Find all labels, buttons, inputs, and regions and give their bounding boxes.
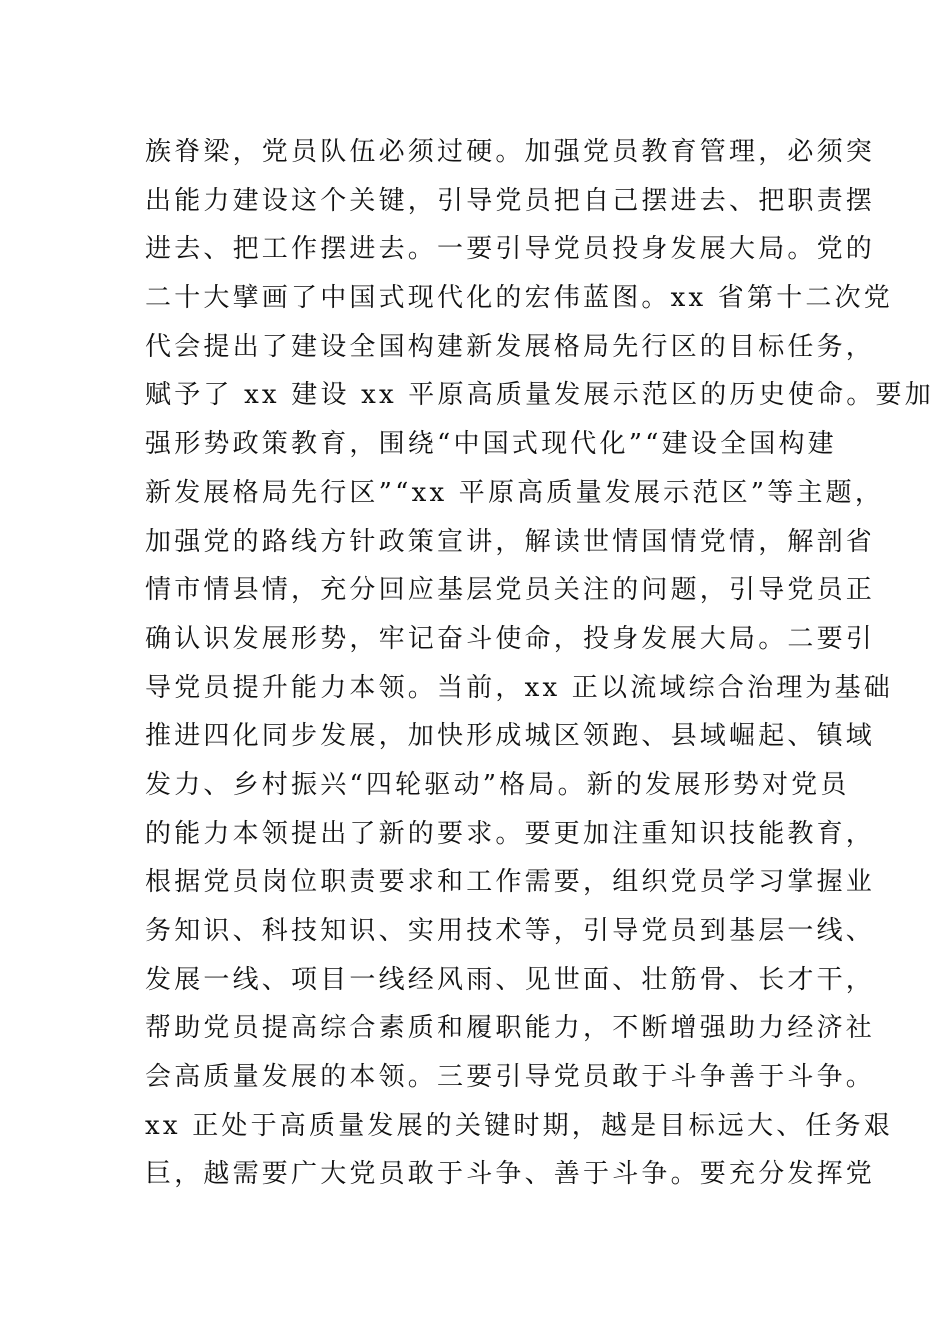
text-line: 族脊梁，党员队伍必须过硬。加强党员教育管理，必须突 <box>145 137 876 167</box>
text-line: 强形势政策教育，围绕“中国式现代化”“建设全国构建 <box>145 429 837 460</box>
text-line: 加强党的路线方针政策宣讲，解读世情国情党情，解剖省 <box>145 526 876 557</box>
text-line: 出能力建设这个关键，引导党员把自己摆进去、把职责摆 <box>145 185 876 216</box>
text-line: 会高质量发展的本领。三要引导党员敢于斗争善于斗争。 <box>145 1062 876 1093</box>
body-text <box>145 128 934 1199</box>
text-line: 根据党员岗位职责要求和工作需要，组织党员学习掌握业 <box>145 867 876 898</box>
text-line: xx 正处于高质量发展的关键时期，越是目标远大、任务艰 <box>145 1110 893 1141</box>
text-line: 情市情县情，充分回应基层党员关注的问题，引导党员正 <box>145 575 876 606</box>
text-line: 新发展格局先行区”“xx 平原高质量发展示范区”等主题， <box>145 477 885 508</box>
text-line: 推进四化同步发展，加快形成城区领跑、县域崛起、镇域 <box>145 721 876 752</box>
text-line: 进去、把工作摆进去。一要引导党员投身发展大局。党的 <box>145 234 876 265</box>
text-line: 发展一线、项目一线经风雨、见世面、壮筋骨、长才干， <box>145 964 876 995</box>
text-line: 的能力本领提出了新的要求。要更加注重知识技能教育， <box>145 818 876 849</box>
text-line: 发力、乡村振兴“四轮驱动”格局。新的发展形势对党员 <box>145 769 850 800</box>
text-line: 二十大擘画了中国式现代化的宏伟蓝图。xx 省第十二次党 <box>145 283 893 314</box>
text-line: 务知识、科技知识、实用技术等，引导党员到基层一线、 <box>145 916 876 946</box>
text-line: 导党员提升能力本领。当前，xx 正以流域综合治理为基础 <box>145 672 893 703</box>
text-line: 帮助党员提高综合素质和履职能力，不断增强助力经济社 <box>145 1013 876 1044</box>
text-line: 巨，越需要广大党员敢于斗争、善于斗争。要充分发挥党 <box>145 1159 876 1190</box>
text-line: 赋予了 xx 建设 xx 平原高质量发展示范区的历史使命。要加 <box>145 380 934 411</box>
text-line: 代会提出了建设全国构建新发展格局先行区的目标任务， <box>145 331 876 362</box>
text-line: 确认识发展形势，牢记奋斗使命，投身发展大局。二要引 <box>145 623 876 654</box>
